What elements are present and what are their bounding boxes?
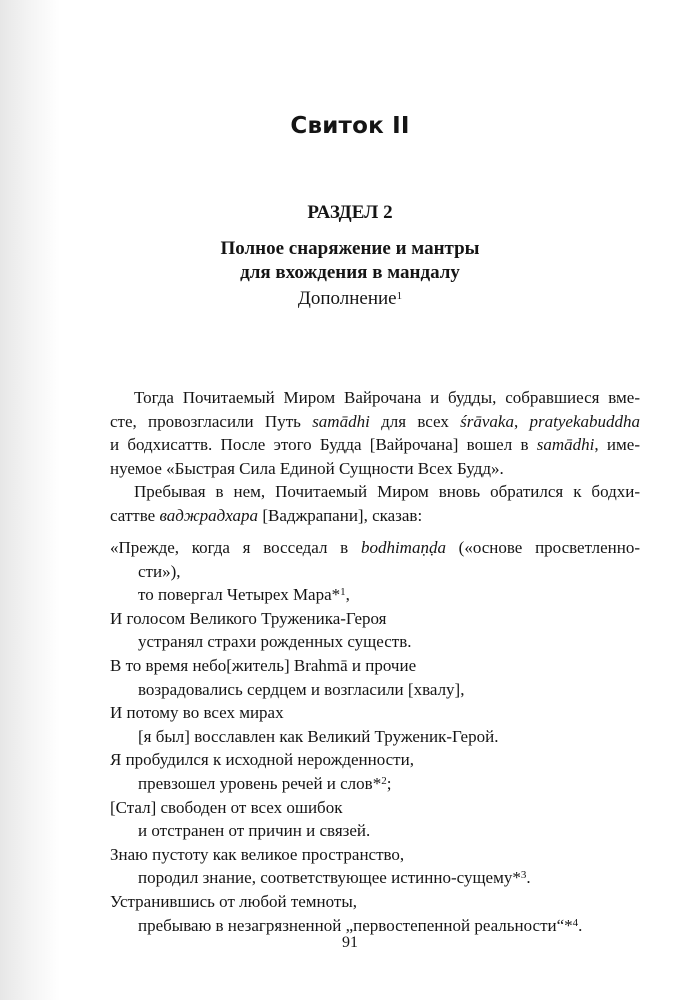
verse-line: [Стал] свободен от всех ошибок xyxy=(110,797,343,817)
text-run: . xyxy=(578,915,583,935)
page-number: 91 xyxy=(342,934,358,951)
text-run: то повергал Четырех Мара* xyxy=(138,585,341,605)
verse-line: В то время небо[житель] Brahmā и прочие xyxy=(110,655,417,675)
verse-line: устранял страхи рожденных существ. xyxy=(138,632,412,652)
footnote-ref: 2 xyxy=(381,774,387,787)
text-run: Пребывая в нем, Почитаемый Миром вновь обратился к бодхи- xyxy=(134,482,640,502)
verse-line: сти»), xyxy=(138,561,181,581)
scroll-title: Свиток II xyxy=(290,113,410,139)
footnote-ref: 3 xyxy=(520,869,527,882)
text-run: ; xyxy=(386,773,392,793)
verse-line: и отстранен от причин и связей. xyxy=(138,821,371,841)
italic-term: ваджрадхара xyxy=(159,505,259,525)
verse-line xyxy=(110,772,640,796)
text-run: превзошел уровень речей и слов* xyxy=(138,773,382,793)
text-line xyxy=(110,386,640,410)
verse-line: Знаю пустоту как великое пространство, xyxy=(110,844,405,864)
section-title: РАЗДЕЛ 2 xyxy=(307,202,393,223)
verse-line: Я пробудился к исходной нерожденности, xyxy=(110,750,414,770)
text-run: нуемое «Быстрая Сила Единой Сущности Всех Будд». xyxy=(110,458,504,478)
italic-term: samādhi xyxy=(536,435,595,455)
text-run: пребываю в незагрязненной „первостепенной реальности“* xyxy=(138,915,573,935)
text-line xyxy=(110,504,640,528)
footnote-ref: 1 xyxy=(340,586,346,599)
text-run: [Ваджрапани], сказав: xyxy=(258,505,423,525)
italic-term: śrāvaka xyxy=(460,411,514,431)
footnote-ref: 4 xyxy=(572,916,579,929)
text-run: для всех xyxy=(369,411,461,431)
text-run: («основе просветленно- xyxy=(445,538,640,557)
paragraph xyxy=(110,480,640,527)
text-run: , xyxy=(345,585,350,605)
subtitle-line-2: для вхождения в мандалу xyxy=(240,262,460,283)
verse-line xyxy=(110,583,640,607)
text-run: Тогда Почитаемый Миром Вайрочана и будды, собравшиеся вме- xyxy=(134,388,640,407)
text-line xyxy=(110,480,640,504)
body-text xyxy=(110,386,640,528)
text-run: сте, провозгласили Путь xyxy=(110,411,313,431)
verse-line: И потому во всех мирах xyxy=(110,703,284,723)
text-run: и бодхисаттв. После этого Будда [Вайрочана] вошел в xyxy=(110,435,537,455)
subtitle-line-1: Полное снаряжение и мантры xyxy=(220,238,480,259)
footnote-ref: 1 xyxy=(396,290,403,302)
text-run: породил знание, соответствующее истинно-сущему* xyxy=(138,868,521,888)
addendum-heading xyxy=(0,288,700,310)
verse-line: Устранившись от любой темноты, xyxy=(110,891,358,911)
text-run: «Прежде, когда я восседал в xyxy=(110,538,361,557)
italic-term: pratyekabuddha xyxy=(529,411,640,431)
verse-line: И голосом Великого Труженика-Героя xyxy=(110,608,387,628)
addendum-label: Дополнение xyxy=(297,288,397,309)
text-line xyxy=(110,457,640,481)
text-line xyxy=(110,433,640,457)
text-run: саттве xyxy=(110,505,160,525)
verse-line xyxy=(110,536,640,560)
italic-term: bodhimaṇḍa xyxy=(360,538,446,557)
section-subtitle xyxy=(0,237,700,285)
text-run: , име- xyxy=(594,435,640,455)
paragraph xyxy=(110,386,640,480)
text-run: . xyxy=(526,868,531,888)
verse-block xyxy=(110,536,640,937)
text-line xyxy=(110,410,640,434)
verse-line: возрадовались сердцем и возгласили [хвалу], xyxy=(138,679,465,699)
verse-line: [я был] восславлен как Великий Труженик-Герой. xyxy=(138,726,499,746)
text-run: , xyxy=(513,411,530,431)
italic-term: samādhi xyxy=(312,411,370,431)
verse-line xyxy=(110,866,640,890)
